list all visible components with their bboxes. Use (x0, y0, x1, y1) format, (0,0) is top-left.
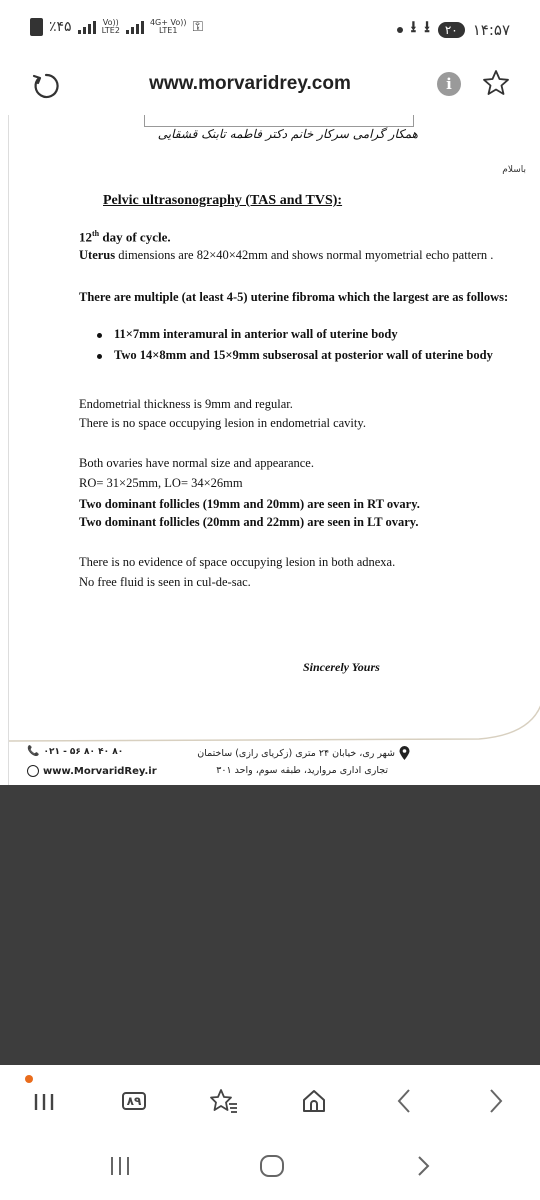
bookmark-star-icon[interactable] (481, 68, 511, 98)
footer-website-text: www.MorvaridRey.ir (43, 765, 157, 777)
network-label-2: 4G+ Vo)) LTE1 (149, 18, 187, 35)
greeting: باسلام (502, 165, 526, 175)
status-right (397, 16, 510, 43)
home-icon (301, 1088, 327, 1114)
report-document (8, 115, 540, 785)
bookmarks-button[interactable] (206, 1083, 242, 1119)
status-left (30, 18, 203, 36)
ovaries-line-4: Two dominant follicles (20mm and 22mm) are seen in LT ovary. (79, 515, 419, 529)
endometrial-line-2: There is no space occupying lesion in endometrial cavity. (79, 416, 366, 430)
notification-dot-icon (397, 27, 403, 33)
download-icon-2: ⭳ (424, 17, 430, 36)
list-item: Two 14×8mm and 15×9mm subserosal at posterior wall of uterine body (97, 348, 493, 369)
page-background (0, 785, 540, 1065)
notification-badge: ۲۰ (438, 22, 465, 38)
status-bar (0, 0, 540, 60)
url-field[interactable]: www.morvaridrey.com (149, 73, 351, 94)
forward-button[interactable] (478, 1083, 514, 1119)
phone-icon: 📞 (27, 746, 40, 757)
signal-icon-2 (126, 20, 144, 34)
adnexa-line-2: No free fluid is seen in cul-de-sac. (79, 575, 251, 589)
footer-address-2: تجاری اداری مروارید، طبقه سوم، واحد ۳۰۱ (216, 765, 388, 776)
reload-icon[interactable] (30, 70, 62, 102)
menu-icon (33, 1088, 55, 1114)
back-nav-icon[interactable] (414, 1154, 432, 1178)
network-label-1: Vo)) LTE2 (101, 18, 120, 35)
footer-phone-text: ۰۲۱ - ۵۶ ۸۰ ۴۰ ۸۰ (43, 746, 124, 757)
menu-button[interactable] (26, 1083, 62, 1119)
tabs-button[interactable] (116, 1083, 152, 1119)
fibroma-list (97, 327, 493, 369)
chevron-left-icon (394, 1087, 414, 1115)
chevron-right-icon (486, 1087, 506, 1115)
cycle-day (79, 229, 171, 245)
back-button[interactable] (386, 1083, 422, 1119)
tab-count: ۸۹ (122, 1092, 147, 1110)
browser-address-bar (0, 60, 540, 114)
uterus-line (79, 248, 493, 263)
vpn-key-icon: ⚿ (192, 19, 204, 35)
globe-icon (27, 765, 39, 777)
location-pin-icon (399, 746, 410, 760)
home-nav-icon[interactable] (259, 1154, 285, 1178)
endometrial-line-1: Endometrial thickness is 9mm and regular. (79, 397, 293, 411)
list-item: 11×7mm interamural in anterior wall of uterine body (97, 327, 493, 348)
footer-decoration (9, 705, 540, 745)
signal-icon (78, 20, 96, 34)
footer-website (27, 765, 157, 777)
home-button[interactable] (296, 1083, 332, 1119)
battery-percent: ٪۴۵ (49, 19, 72, 35)
info-icon[interactable]: i (437, 72, 461, 96)
ovaries-line-1: Both ovaries have normal size and appearance. (79, 456, 314, 470)
cycle-day-text: day of cycle. (99, 229, 171, 245)
browser-toolbar (0, 1065, 540, 1135)
recipient-heading: همکار گرامی سرکار خانم دکتر فاطمه تابنک قشقایی (157, 127, 418, 141)
fibroma-intro: There are multiple (at least 4-5) uterine fibroma which the largest are as follows: (79, 290, 509, 304)
footer-address-1-text: شهر ری، خیابان ۲۴ متری (زکریای رازی) ساختمان (197, 747, 395, 759)
header-box (144, 115, 414, 127)
battery-icon (30, 18, 43, 36)
cycle-day-suffix: th (92, 229, 100, 238)
footer-phone (27, 746, 123, 757)
uterus-text: dimensions are 82×40×42mm and shows normal myometrial echo pattern . (115, 248, 494, 262)
uterus-label: Uterus (79, 248, 116, 262)
sign-off: Sincerely Yours (303, 660, 380, 674)
menu-notification-dot (25, 1075, 33, 1083)
recent-apps-icon[interactable] (108, 1155, 132, 1177)
report-title: Pelvic ultrasonography (TAS and TVS): (103, 193, 343, 208)
footer-address-1 (197, 746, 410, 760)
system-navigation-bar (0, 1135, 540, 1200)
download-icon: ⭳ (410, 17, 417, 36)
ovaries-line-3: Two dominant follicles (19mm and 20mm) are seen in RT ovary. (79, 497, 420, 511)
cycle-day-number: 12 (79, 229, 92, 245)
adnexa-line-1: There is no evidence of space occupying lesion in both adnexa. (79, 555, 396, 569)
ovaries-line-2: RO= 31×25mm, LO= 34×26mm (79, 476, 243, 490)
clock: ۱۴:۵۷ (472, 20, 510, 39)
bookmarks-star-list-icon (209, 1087, 239, 1115)
